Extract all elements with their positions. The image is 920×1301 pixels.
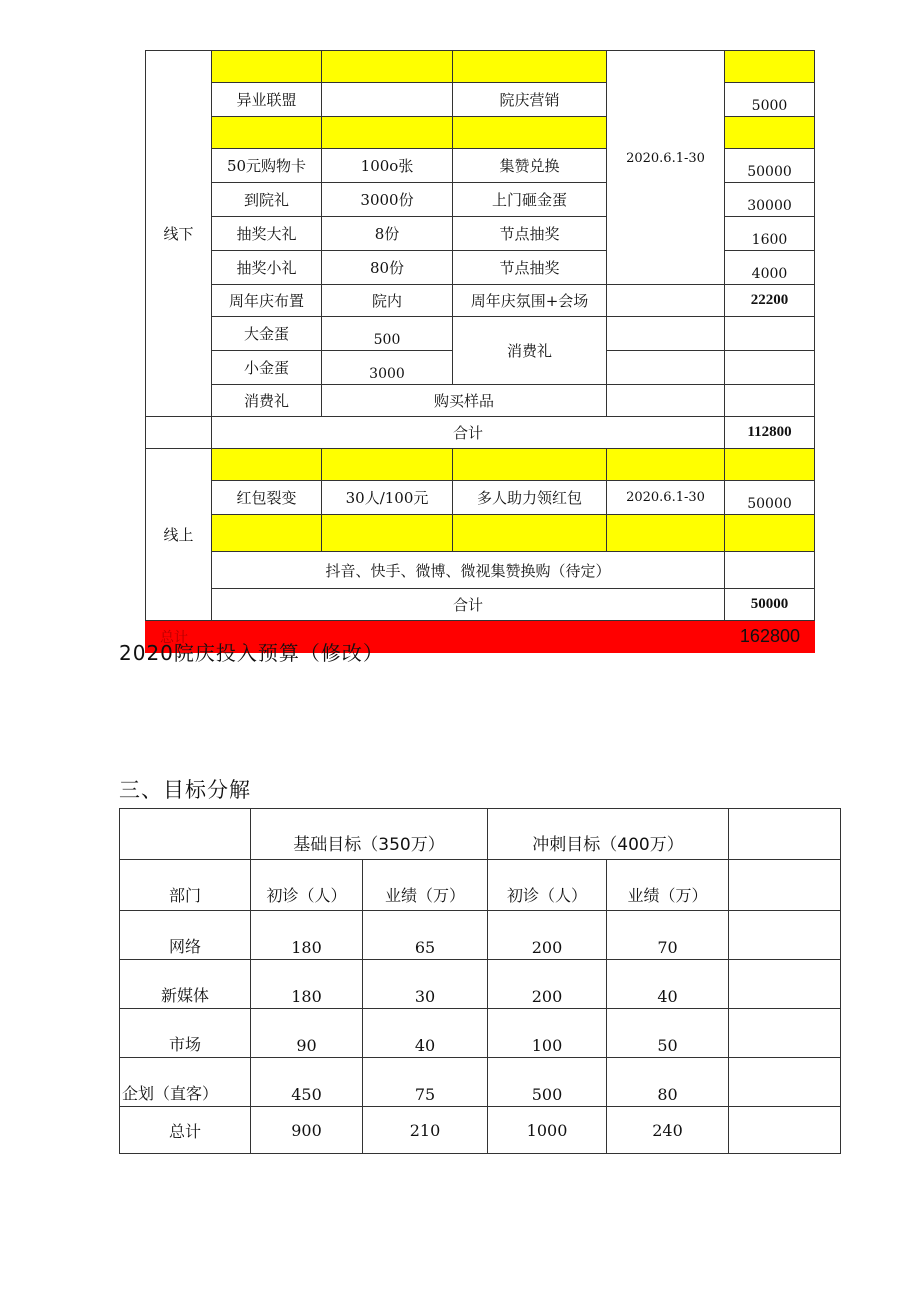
purpose-cell: 节点抽奖 (453, 217, 607, 251)
blank-cell (146, 417, 212, 449)
item-cell: 大金蛋 (212, 317, 322, 351)
item-cell: 抽奖大礼 (212, 217, 322, 251)
highlight-cell (453, 515, 607, 552)
value-cell: 65 (363, 911, 488, 960)
highlight-cell (322, 51, 453, 83)
revenue-header: 业绩（万） (363, 860, 488, 911)
dept-cell: 网络 (120, 911, 251, 960)
blank-cell (725, 552, 815, 589)
sprint-target-header: 冲刺目标（400万） (488, 809, 729, 860)
dept-cell: 新媒体 (120, 960, 251, 1009)
item-cell: 周年庆布置 (212, 285, 322, 317)
online-date: 2020.6.1-30 (607, 481, 725, 515)
highlight-cell (212, 515, 322, 552)
purpose-cell: 多人助力领红包 (453, 481, 607, 515)
cost-cell: 50000 (725, 481, 815, 515)
qty-cell: 院内 (322, 285, 453, 317)
table-row (120, 960, 841, 1009)
highlight-cell (322, 449, 453, 481)
blank-cell (729, 911, 841, 960)
item-cell: 消费礼 (212, 385, 322, 417)
cost-cell: 4000 (725, 251, 815, 285)
purpose-cell: 周年庆氛围+会场 (453, 285, 607, 317)
qty-cell: 3000份 (322, 183, 453, 217)
blank-cell (729, 860, 841, 911)
qty-cell (322, 83, 453, 117)
value-cell: 40 (363, 1009, 488, 1058)
grand-total: 162800 (725, 621, 815, 653)
date-cell (607, 385, 725, 417)
item-cell: 50元购物卡 (212, 149, 322, 183)
table-row (120, 1107, 841, 1154)
highlight-cell (322, 117, 453, 149)
dept-cell: 总计 (120, 1107, 251, 1154)
blank-cell (729, 1107, 841, 1154)
cost-cell: 50000 (725, 149, 815, 183)
offline-subtotal-label: 合计 (212, 417, 725, 449)
value-cell: 200 (488, 911, 607, 960)
value-cell: 1000 (488, 1107, 607, 1154)
dept-cell: 企划（直客） (120, 1058, 251, 1107)
highlight-cell (453, 449, 607, 481)
purpose-cell: 消费礼 (453, 317, 607, 385)
offline-category: 线下 (146, 51, 212, 417)
blank-cell (120, 809, 251, 860)
item-cell: 抽奖小礼 (212, 251, 322, 285)
revenue-header: 业绩（万） (607, 860, 729, 911)
date-cell (607, 317, 725, 351)
value-cell: 30 (363, 960, 488, 1009)
cost-cell: 30000 (725, 183, 815, 217)
item-cell: 到院礼 (212, 183, 322, 217)
value-cell: 75 (363, 1058, 488, 1107)
cost-cell: 22200 (725, 285, 815, 317)
cost-cell (725, 351, 815, 385)
online-subtotal: 50000 (725, 589, 815, 621)
value-cell: 210 (363, 1107, 488, 1154)
purpose-cell: 集赞兑换 (453, 149, 607, 183)
highlight-cell (212, 449, 322, 481)
cost-cell: 1600 (725, 217, 815, 251)
highlight-cell (322, 515, 453, 552)
highlight-cell (453, 51, 607, 83)
purpose-cell: 院庆营销 (453, 83, 607, 117)
date-cell (607, 351, 725, 385)
highlight-cell (725, 117, 815, 149)
value-cell: 180 (251, 911, 363, 960)
dept-header: 部门 (120, 860, 251, 911)
value-cell: 70 (607, 911, 729, 960)
item-cell: 小金蛋 (212, 351, 322, 385)
qty-cell: 80份 (322, 251, 453, 285)
date-cell (607, 285, 725, 317)
value-cell: 80 (607, 1058, 729, 1107)
patients-header: 初诊（人） (251, 860, 363, 911)
qty-cell: 30人/100元 (322, 481, 453, 515)
qty-cell: 100o张 (322, 149, 453, 183)
online-note: 抖音、快手、微博、微视集赞换购（待定） (212, 552, 725, 589)
highlight-cell (607, 515, 725, 552)
patients-header: 初诊（人） (488, 860, 607, 911)
cost-cell (725, 317, 815, 351)
value-cell: 50 (607, 1009, 729, 1058)
purpose-cell: 节点抽奖 (453, 251, 607, 285)
budget-caption: 2020院庆投入预算（修改） (119, 641, 384, 665)
blank-cell (729, 960, 841, 1009)
cost-cell (725, 385, 815, 417)
value-cell: 40 (607, 960, 729, 1009)
online-subtotal-label: 合计 (212, 589, 725, 621)
dept-cell: 市场 (120, 1009, 251, 1058)
cost-cell: 5000 (725, 83, 815, 117)
section-title: 三、目标分解 (119, 778, 251, 802)
qty-cell: 500 (322, 317, 453, 351)
budget-table (145, 50, 815, 653)
highlight-cell (725, 515, 815, 552)
blank-cell (729, 1058, 841, 1107)
highlight-cell (725, 449, 815, 481)
highlight-cell (212, 117, 322, 149)
purpose-cell: 上门砸金蛋 (453, 183, 607, 217)
highlight-cell (453, 117, 607, 149)
value-cell: 900 (251, 1107, 363, 1154)
blank-cell (729, 1009, 841, 1058)
table-row (120, 1058, 841, 1107)
value-cell: 200 (488, 960, 607, 1009)
online-category: 线上 (146, 449, 212, 621)
table-row (120, 1009, 841, 1058)
qty-cell: 购买样品 (322, 385, 607, 417)
offline-subtotal: 112800 (725, 417, 815, 449)
value-cell: 90 (251, 1009, 363, 1058)
table-row (120, 911, 841, 960)
blank-cell (729, 809, 841, 860)
basic-target-header: 基础目标（350万） (251, 809, 488, 860)
grand-total-label: 总计 (146, 621, 725, 653)
value-cell: 180 (251, 960, 363, 1009)
item-cell: 异业联盟 (212, 83, 322, 117)
highlight-cell (212, 51, 322, 83)
highlight-cell (725, 51, 815, 83)
item-cell: 红包裂变 (212, 481, 322, 515)
qty-cell: 8份 (322, 217, 453, 251)
value-cell: 100 (488, 1009, 607, 1058)
value-cell: 500 (488, 1058, 607, 1107)
targets-table (119, 808, 841, 1154)
value-cell: 240 (607, 1107, 729, 1154)
qty-cell: 3000 (322, 351, 453, 385)
value-cell: 450 (251, 1058, 363, 1107)
highlight-cell (607, 449, 725, 481)
offline-date: 2020.6.1-30 (607, 51, 725, 285)
